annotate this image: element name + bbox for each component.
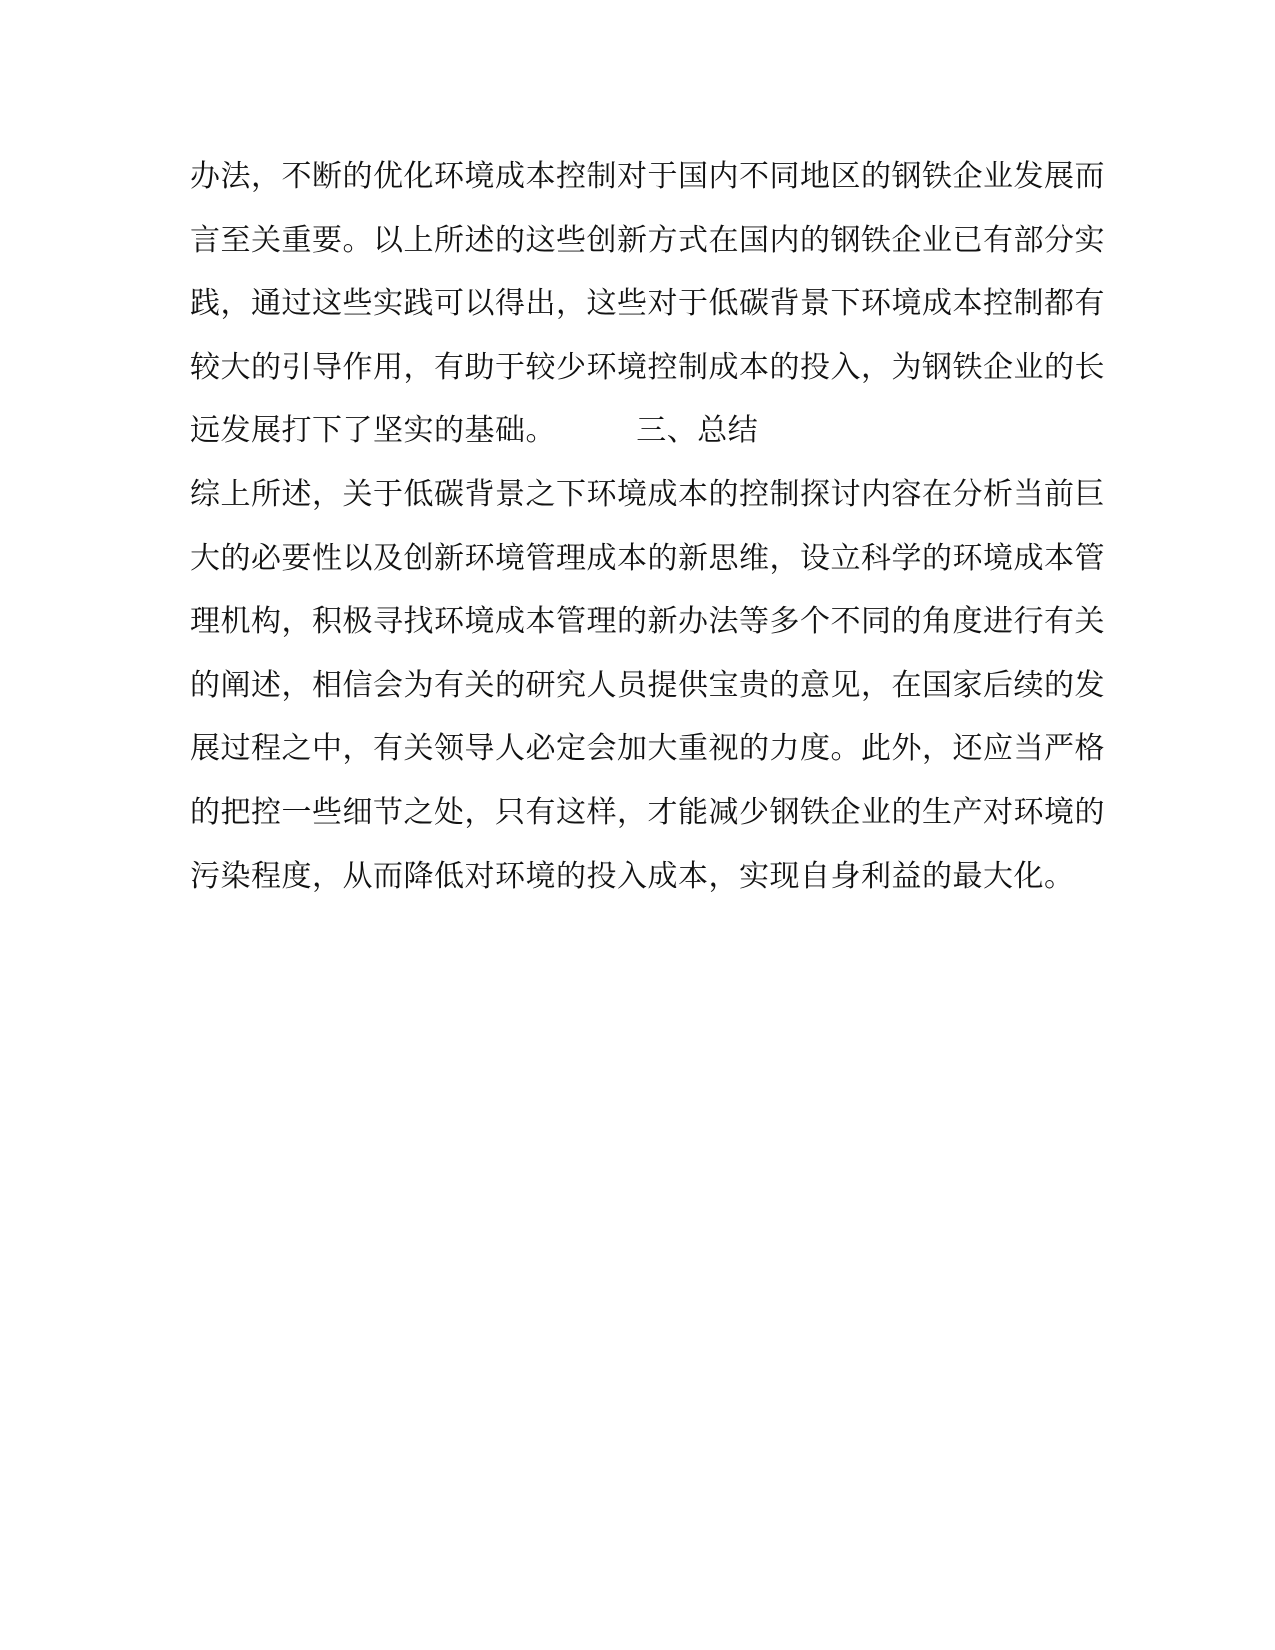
- body-text: [190, 157, 1105, 920]
- text-line: 践，通过这些实践可以得出，这些对于低碳背景下环境成本控制都有: [190, 286, 1105, 322]
- text-line: 理机构，积极寻找环境成本管理的新办法等多个不同的角度进行有关: [190, 604, 1105, 640]
- text-line: 较大的引导作用，有助于较少环境控制成本的投入，为钢铁企业的长: [190, 349, 1105, 385]
- text-line: 综上所述，关于低碳背景之下环境成本的控制探讨内容在分析当前巨: [190, 476, 1105, 512]
- text-line: 办法，不断的优化环境成本控制对于国内不同地区的钢铁企业发展而: [190, 159, 1105, 194]
- text-line: 大的必要性以及创新环境管理成本的新思维，设立科学的环境成本管: [190, 540, 1105, 576]
- text-line: 的把控一些细节之处，只有这样，才能减少钢铁企业的生产对环境的: [190, 794, 1105, 830]
- text-line: 言至关重要。以上所述的这些创新方式在国内的钢铁企业已有部分实: [190, 222, 1105, 258]
- text-line: 污染程度，从而降低对环境的投入成本，实现自身利益的最大化。: [190, 858, 1075, 894]
- text-line-with-section-heading: 远发展打下了坚实的基础。 三、总结: [190, 413, 759, 449]
- text-line: 的阐述，相信会为有关的研究人员提供宝贵的意见，在国家后续的发: [190, 667, 1105, 703]
- text-line: 展过程之中，有关领导人必定会加大重视的力度。此外，还应当严格: [190, 731, 1105, 767]
